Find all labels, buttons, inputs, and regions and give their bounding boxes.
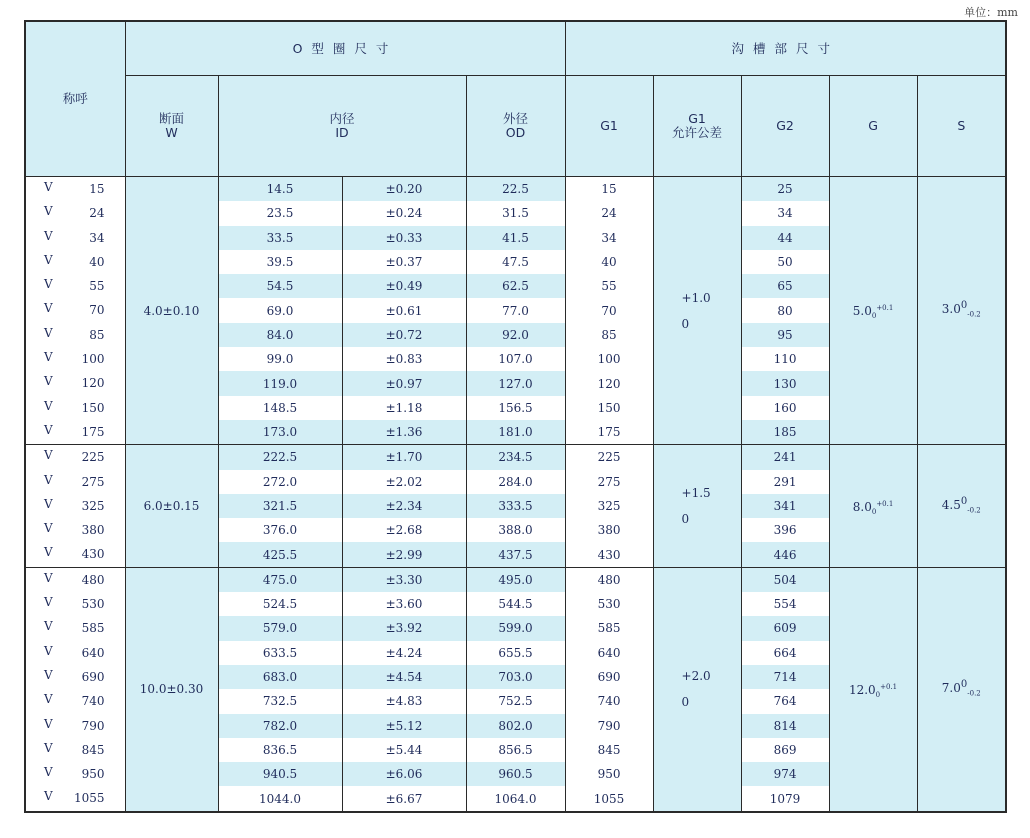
cell-nominal bbox=[25, 274, 125, 298]
cell-id-tolerance: ±0.61 bbox=[342, 298, 466, 322]
cell-nominal bbox=[25, 201, 125, 225]
cell-od: 437.5 bbox=[466, 542, 565, 567]
table-body bbox=[25, 177, 1006, 812]
cell-g1: 585 bbox=[565, 616, 653, 640]
cell-g2: 714 bbox=[741, 665, 829, 689]
s-upper-deviation: 0 bbox=[960, 679, 968, 691]
cell-od: 544.5 bbox=[466, 592, 565, 616]
header-od-line2: OD bbox=[505, 125, 526, 140]
s-lower-deviation: -0.2 bbox=[967, 506, 981, 515]
cell-id-tolerance: ±0.33 bbox=[342, 226, 466, 250]
g1-tolerance-lower: 0 bbox=[681, 512, 690, 526]
header-w-line2: W bbox=[165, 125, 178, 140]
table-header bbox=[25, 21, 1006, 177]
cell-od: 333.5 bbox=[466, 494, 565, 518]
nominal-prefix: V bbox=[44, 448, 53, 463]
header-id-line1: 内径 bbox=[329, 111, 355, 126]
cell-id: 524.5 bbox=[218, 592, 342, 616]
cell-g1: 790 bbox=[565, 714, 653, 738]
cell-id: 23.5 bbox=[218, 201, 342, 225]
cell-id-tolerance: ±1.18 bbox=[342, 396, 466, 420]
cell-id-tolerance: ±2.02 bbox=[342, 470, 466, 494]
cell-g2: 241 bbox=[741, 445, 829, 470]
cell-g1-tolerance bbox=[653, 445, 741, 567]
cell-g1-tolerance bbox=[653, 567, 741, 811]
header-g1tol-line2: 允许公差 bbox=[672, 125, 723, 140]
cell-od: 960.5 bbox=[466, 762, 565, 786]
cell-g1: 85 bbox=[565, 323, 653, 347]
cell-od: 655.5 bbox=[466, 641, 565, 665]
cell-g1: 70 bbox=[565, 298, 653, 322]
nominal-number: 100 bbox=[81, 352, 105, 367]
nominal-prefix: V bbox=[44, 619, 53, 634]
nominal-prefix: V bbox=[44, 789, 53, 804]
cell-id: 321.5 bbox=[218, 494, 342, 518]
cell-id-tolerance: ±0.72 bbox=[342, 323, 466, 347]
cell-cross-section-w: 4.0±0.10 bbox=[125, 177, 218, 445]
nominal-number: 690 bbox=[81, 669, 105, 684]
cell-groove-g bbox=[829, 445, 917, 567]
cell-id-tolerance: ±6.67 bbox=[342, 786, 466, 811]
header-g: G bbox=[829, 76, 917, 177]
cell-id: 579.0 bbox=[218, 616, 342, 640]
nominal-prefix: V bbox=[44, 740, 53, 755]
g-upper-deviation: +0.1 bbox=[876, 304, 894, 313]
nominal-prefix: V bbox=[44, 765, 53, 780]
cell-id-tolerance: ±0.83 bbox=[342, 347, 466, 371]
header-s: S bbox=[917, 76, 1006, 177]
cell-id-tolerance: ±4.54 bbox=[342, 665, 466, 689]
cell-g1: 150 bbox=[565, 396, 653, 420]
g-value bbox=[853, 497, 894, 516]
s-lower-deviation: -0.2 bbox=[967, 310, 981, 319]
cell-id: 633.5 bbox=[218, 641, 342, 665]
nominal-prefix: V bbox=[44, 422, 53, 437]
cell-od: 62.5 bbox=[466, 274, 565, 298]
cell-groove-s bbox=[917, 445, 1006, 567]
nominal-number: 85 bbox=[89, 327, 105, 342]
nominal-number: 740 bbox=[81, 694, 105, 709]
cell-id-tolerance: ±0.97 bbox=[342, 371, 466, 395]
cell-nominal bbox=[25, 494, 125, 518]
cell-od: 1064.0 bbox=[466, 786, 565, 811]
nominal-number: 175 bbox=[81, 424, 105, 439]
cell-od: 234.5 bbox=[466, 445, 565, 470]
header-oring-group: O型圈尺寸 bbox=[125, 21, 565, 76]
cell-cross-section-w: 6.0±0.15 bbox=[125, 445, 218, 567]
cell-id-tolerance: ±2.99 bbox=[342, 542, 466, 567]
nominal-number: 950 bbox=[81, 767, 105, 782]
cell-g1: 40 bbox=[565, 250, 653, 274]
cell-id-tolerance: ±0.24 bbox=[342, 201, 466, 225]
cell-groove-s bbox=[917, 567, 1006, 811]
header-od bbox=[466, 76, 565, 177]
cell-id-tolerance: ±0.37 bbox=[342, 250, 466, 274]
cell-od: 92.0 bbox=[466, 323, 565, 347]
g-upper-deviation: +0.1 bbox=[880, 682, 898, 691]
cell-id-tolerance: ±6.06 bbox=[342, 762, 466, 786]
cell-id: 425.5 bbox=[218, 542, 342, 567]
nominal-number: 1055 bbox=[73, 791, 105, 806]
cell-id: 272.0 bbox=[218, 470, 342, 494]
s-value bbox=[942, 299, 981, 321]
cell-g2: 869 bbox=[741, 738, 829, 762]
nominal-number: 70 bbox=[89, 303, 105, 318]
nominal-prefix: V bbox=[44, 545, 53, 560]
nominal-number: 430 bbox=[81, 547, 105, 562]
cell-nominal bbox=[25, 347, 125, 371]
cell-od: 599.0 bbox=[466, 616, 565, 640]
cell-nominal bbox=[25, 567, 125, 592]
g-lower-deviation: 0 bbox=[875, 690, 881, 699]
cell-g1: 55 bbox=[565, 274, 653, 298]
cell-g2: 396 bbox=[741, 518, 829, 542]
cell-id-tolerance: ±3.30 bbox=[342, 567, 466, 592]
cell-id: 1044.0 bbox=[218, 786, 342, 811]
cell-nominal bbox=[25, 592, 125, 616]
cell-od: 156.5 bbox=[466, 396, 565, 420]
cell-id: 732.5 bbox=[218, 689, 342, 713]
header-g1tol-line1: G1 bbox=[688, 111, 706, 126]
s-value bbox=[942, 678, 981, 700]
table-row bbox=[25, 177, 1006, 202]
table-row bbox=[25, 445, 1006, 470]
nominal-prefix: V bbox=[44, 521, 53, 536]
cell-nominal bbox=[25, 420, 125, 445]
cell-g1: 15 bbox=[565, 177, 653, 202]
nominal-prefix: V bbox=[44, 204, 53, 219]
nominal-prefix: V bbox=[44, 277, 53, 292]
cell-id: 99.0 bbox=[218, 347, 342, 371]
cell-g1-tolerance bbox=[653, 177, 741, 445]
cell-od: 181.0 bbox=[466, 420, 565, 445]
cell-nominal bbox=[25, 542, 125, 567]
cell-nominal bbox=[25, 518, 125, 542]
cell-id-tolerance: ±1.36 bbox=[342, 420, 466, 445]
cell-id: 148.5 bbox=[218, 396, 342, 420]
cell-od: 22.5 bbox=[466, 177, 565, 202]
cell-g1: 740 bbox=[565, 689, 653, 713]
header-g2: G2 bbox=[741, 76, 829, 177]
g-lower-deviation: 0 bbox=[871, 312, 877, 321]
cell-g2: 185 bbox=[741, 420, 829, 445]
unit-label: 单位：mm bbox=[964, 6, 1018, 19]
g-base: 8.0 bbox=[852, 499, 872, 514]
cell-nominal bbox=[25, 226, 125, 250]
cell-nominal bbox=[25, 786, 125, 811]
header-g1: G1 bbox=[565, 76, 653, 177]
nominal-number: 275 bbox=[81, 474, 105, 489]
nominal-number: 845 bbox=[81, 742, 105, 757]
cell-id: 14.5 bbox=[218, 177, 342, 202]
nominal-prefix: V bbox=[44, 692, 53, 707]
cell-g2: 664 bbox=[741, 641, 829, 665]
cell-od: 388.0 bbox=[466, 518, 565, 542]
cell-id-tolerance: ±0.49 bbox=[342, 274, 466, 298]
cell-nominal bbox=[25, 738, 125, 762]
header-w-line1: 断面 bbox=[158, 111, 184, 126]
nominal-number: 15 bbox=[89, 182, 105, 196]
cell-g2: 44 bbox=[741, 226, 829, 250]
nominal-prefix: V bbox=[44, 667, 53, 682]
header-g1-tolerance bbox=[653, 76, 741, 177]
header-groove-group: 沟槽部尺寸 bbox=[565, 21, 1006, 76]
cell-g2: 764 bbox=[741, 689, 829, 713]
cell-id-tolerance: ±2.34 bbox=[342, 494, 466, 518]
cell-id-tolerance: ±2.68 bbox=[342, 518, 466, 542]
nominal-prefix: V bbox=[44, 570, 53, 585]
cell-g2: 50 bbox=[741, 250, 829, 274]
cell-groove-g bbox=[829, 177, 917, 445]
header-id bbox=[218, 76, 466, 177]
cell-id-tolerance: ±5.12 bbox=[342, 714, 466, 738]
cell-g2: 65 bbox=[741, 274, 829, 298]
nominal-number: 325 bbox=[81, 498, 105, 513]
s-base: 7.0 bbox=[941, 681, 961, 696]
cell-g2: 504 bbox=[741, 567, 829, 592]
cell-nominal bbox=[25, 177, 125, 202]
nominal-prefix: V bbox=[44, 228, 53, 243]
cell-id-tolerance: ±1.70 bbox=[342, 445, 466, 470]
s-base: 3.0 bbox=[941, 302, 961, 317]
nominal-number: 790 bbox=[81, 718, 105, 733]
nominal-prefix: V bbox=[44, 180, 53, 194]
g-upper-deviation: +0.1 bbox=[876, 499, 894, 508]
nominal-number: 225 bbox=[81, 450, 105, 465]
nominal-prefix: V bbox=[44, 301, 53, 316]
g1-tolerance-lower: 0 bbox=[681, 695, 690, 710]
cell-g2: 25 bbox=[741, 177, 829, 202]
cell-g1: 430 bbox=[565, 542, 653, 567]
cell-g1: 380 bbox=[565, 518, 653, 542]
header-w bbox=[125, 76, 218, 177]
cell-id-tolerance: ±0.20 bbox=[342, 177, 466, 202]
cell-groove-s bbox=[917, 177, 1006, 445]
cell-g2: 34 bbox=[741, 201, 829, 225]
nominal-number: 24 bbox=[89, 206, 105, 221]
cell-g1: 175 bbox=[565, 420, 653, 445]
cell-od: 107.0 bbox=[466, 347, 565, 371]
g-value bbox=[853, 301, 894, 320]
cell-g2: 1079 bbox=[741, 786, 829, 811]
cell-od: 77.0 bbox=[466, 298, 565, 322]
cell-id: 39.5 bbox=[218, 250, 342, 274]
cell-g2: 814 bbox=[741, 714, 829, 738]
oring-groove-spec-table bbox=[24, 20, 1007, 813]
header-id-line2: ID bbox=[335, 125, 349, 140]
cell-id-tolerance: ±4.24 bbox=[342, 641, 466, 665]
g1-tolerance-upper: +1.0 bbox=[681, 290, 711, 305]
nominal-prefix: V bbox=[44, 252, 53, 267]
s-base: 4.5 bbox=[941, 497, 961, 512]
cell-id-tolerance: ±3.60 bbox=[342, 592, 466, 616]
nominal-number: 530 bbox=[81, 597, 105, 612]
cell-cross-section-w: 10.0±0.30 bbox=[125, 567, 218, 811]
cell-g2: 974 bbox=[741, 762, 829, 786]
nominal-number: 120 bbox=[81, 376, 105, 391]
cell-g2: 341 bbox=[741, 494, 829, 518]
cell-g2: 130 bbox=[741, 371, 829, 395]
cell-nominal bbox=[25, 396, 125, 420]
nominal-prefix: V bbox=[44, 595, 53, 610]
cell-g2: 291 bbox=[741, 470, 829, 494]
cell-id: 84.0 bbox=[218, 323, 342, 347]
cell-nominal bbox=[25, 665, 125, 689]
s-lower-deviation: -0.2 bbox=[967, 689, 981, 698]
nominal-prefix: V bbox=[44, 374, 53, 389]
cell-id-tolerance: ±4.83 bbox=[342, 689, 466, 713]
cell-od: 495.0 bbox=[466, 567, 565, 592]
cell-nominal bbox=[25, 250, 125, 274]
cell-g2: 446 bbox=[741, 542, 829, 567]
nominal-number: 40 bbox=[89, 254, 105, 269]
cell-od: 127.0 bbox=[466, 371, 565, 395]
nominal-prefix: V bbox=[44, 643, 53, 658]
header-od-line1: 外径 bbox=[503, 111, 529, 126]
cell-nominal bbox=[25, 616, 125, 640]
g1-tolerance-lower: 0 bbox=[681, 316, 690, 331]
nominal-prefix: V bbox=[44, 398, 53, 413]
cell-nominal bbox=[25, 445, 125, 470]
nominal-number: 150 bbox=[81, 400, 105, 415]
cell-g1: 1055 bbox=[565, 786, 653, 811]
cell-nominal bbox=[25, 323, 125, 347]
cell-id: 173.0 bbox=[218, 420, 342, 445]
cell-g1: 24 bbox=[565, 201, 653, 225]
cell-nominal bbox=[25, 470, 125, 494]
cell-g2: 95 bbox=[741, 323, 829, 347]
g1-tolerance-upper: +2.0 bbox=[681, 669, 711, 684]
cell-id: 782.0 bbox=[218, 714, 342, 738]
cell-g2: 554 bbox=[741, 592, 829, 616]
g1-tolerance-upper: +1.5 bbox=[681, 486, 711, 500]
cell-id: 475.0 bbox=[218, 567, 342, 592]
g-value bbox=[849, 680, 897, 699]
cell-id: 376.0 bbox=[218, 518, 342, 542]
s-value bbox=[942, 495, 981, 517]
cell-g1: 325 bbox=[565, 494, 653, 518]
nominal-prefix: V bbox=[44, 350, 53, 365]
cell-g1: 34 bbox=[565, 226, 653, 250]
cell-g2: 160 bbox=[741, 396, 829, 420]
cell-od: 802.0 bbox=[466, 714, 565, 738]
cell-g2: 110 bbox=[741, 347, 829, 371]
cell-g2: 609 bbox=[741, 616, 829, 640]
s-upper-deviation: 0 bbox=[960, 300, 968, 312]
cell-od: 284.0 bbox=[466, 470, 565, 494]
nominal-number: 380 bbox=[81, 523, 105, 538]
nominal-number: 480 bbox=[81, 572, 105, 587]
cell-id: 54.5 bbox=[218, 274, 342, 298]
cell-g1: 120 bbox=[565, 371, 653, 395]
cell-od: 47.5 bbox=[466, 250, 565, 274]
cell-nominal bbox=[25, 714, 125, 738]
nominal-prefix: V bbox=[44, 716, 53, 731]
cell-g1: 100 bbox=[565, 347, 653, 371]
g-lower-deviation: 0 bbox=[871, 507, 877, 516]
cell-od: 31.5 bbox=[466, 201, 565, 225]
cell-id: 222.5 bbox=[218, 445, 342, 470]
nominal-number: 585 bbox=[81, 621, 105, 636]
cell-nominal bbox=[25, 689, 125, 713]
table-row bbox=[25, 567, 1006, 592]
cell-id-tolerance: ±3.92 bbox=[342, 616, 466, 640]
cell-od: 752.5 bbox=[466, 689, 565, 713]
cell-g1: 690 bbox=[565, 665, 653, 689]
nominal-prefix: V bbox=[44, 325, 53, 340]
cell-id-tolerance: ±5.44 bbox=[342, 738, 466, 762]
cell-nominal bbox=[25, 298, 125, 322]
header-nominal: 称呼 bbox=[25, 21, 125, 177]
cell-g2: 80 bbox=[741, 298, 829, 322]
cell-od: 41.5 bbox=[466, 226, 565, 250]
cell-id: 940.5 bbox=[218, 762, 342, 786]
nominal-number: 34 bbox=[89, 230, 105, 245]
nominal-number: 55 bbox=[89, 279, 105, 294]
s-upper-deviation: 0 bbox=[960, 495, 968, 507]
cell-nominal bbox=[25, 371, 125, 395]
cell-g1: 530 bbox=[565, 592, 653, 616]
cell-id: 119.0 bbox=[218, 371, 342, 395]
cell-g1: 950 bbox=[565, 762, 653, 786]
nominal-number: 640 bbox=[81, 645, 105, 660]
g-base: 5.0 bbox=[852, 304, 872, 319]
cell-od: 703.0 bbox=[466, 665, 565, 689]
nominal-prefix: V bbox=[44, 472, 53, 487]
cell-g1: 640 bbox=[565, 641, 653, 665]
cell-g1: 275 bbox=[565, 470, 653, 494]
cell-g1: 225 bbox=[565, 445, 653, 470]
nominal-prefix: V bbox=[44, 496, 53, 511]
cell-nominal bbox=[25, 641, 125, 665]
g-base: 12.0 bbox=[848, 682, 876, 697]
cell-groove-g bbox=[829, 567, 917, 811]
cell-g1: 845 bbox=[565, 738, 653, 762]
cell-g1: 480 bbox=[565, 567, 653, 592]
cell-id: 69.0 bbox=[218, 298, 342, 322]
cell-id: 683.0 bbox=[218, 665, 342, 689]
cell-id: 33.5 bbox=[218, 226, 342, 250]
cell-nominal bbox=[25, 762, 125, 786]
cell-od: 856.5 bbox=[466, 738, 565, 762]
cell-id: 836.5 bbox=[218, 738, 342, 762]
